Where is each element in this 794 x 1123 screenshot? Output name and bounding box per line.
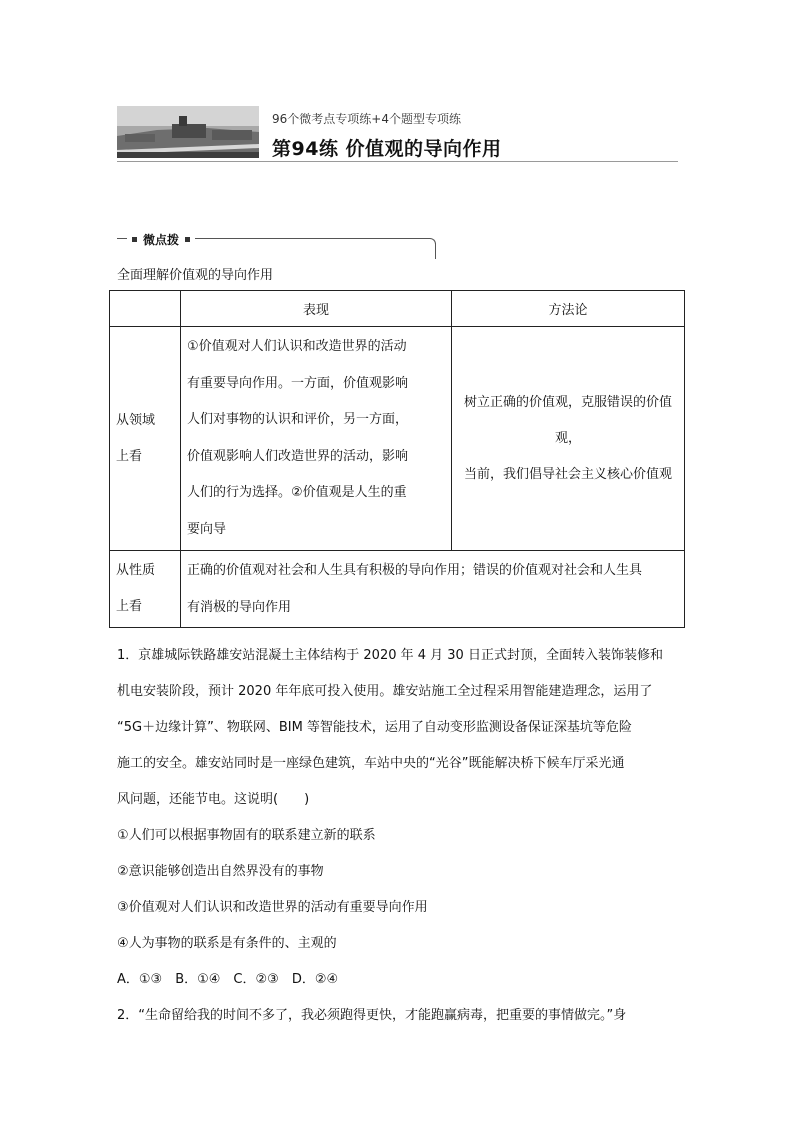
table-header-cell: 表现: [181, 291, 452, 327]
content-line: 人们的行为选择。②价值观是人生的重: [187, 485, 407, 500]
table-row: [110, 327, 685, 551]
header-subtitle: 96个微考点专项练+4个题型专项练: [272, 112, 461, 126]
table-header-cell: 方法论: [452, 291, 685, 327]
question-line: 机电安装阶段，预计 2020 年年底可投入使用。雄安站施工全过程采用智能建造理念，运用了: [117, 684, 653, 699]
content-line: 人们对事物的认识和评价，另一方面，: [187, 412, 409, 427]
content-line: 正确的价值观对社会和人生具有积极的导向作用；错误的价值观对社会和人生具: [187, 563, 643, 578]
content-line: 有重要导向作用。一方面，价值观影响: [187, 375, 409, 391]
table-row: [110, 551, 685, 628]
building-photo-icon: [117, 106, 259, 158]
header-divider: [117, 161, 678, 162]
content-line: ①价值观对人们认识和改造世界的活动: [187, 339, 407, 354]
question-2-line: 2．“生命留给我的时间不多了，我必须跑得更快，才能跑赢病毒，把重要的事情做完。”身: [117, 1008, 627, 1023]
summary-table: [109, 290, 685, 628]
option-statement: ②意识能够创造出自然界没有的事物: [117, 864, 324, 879]
content-cell: [181, 327, 452, 551]
merged-content-cell: [181, 551, 685, 628]
question-line: “5G＋边缘计算”、物联网、BIM 等智能技术，运用了自动变形监测设备保证深基坑等危险: [117, 720, 632, 735]
row-label-cell: [110, 327, 181, 551]
content-line: 要向导: [187, 521, 227, 537]
content-line: 价值观影响人们改造世界的活动，影响: [187, 448, 409, 464]
row-label-cell: [110, 551, 181, 628]
method-cell: [452, 327, 685, 551]
method-line: 当前，我们倡导社会主义核心价值观: [463, 466, 672, 482]
question-line: 施工的安全。雄安站同时是一座绿色建筑，车站中央的“光谷”既能解决桥下候车厅采光通: [117, 756, 625, 771]
method-line: 树立正确的价值观，克服错误的价值观，: [463, 394, 672, 446]
page-title: 第94练 价值观的导向作用: [272, 138, 502, 160]
question-1-stem: [117, 638, 687, 1034]
square-bullet-icon: [185, 237, 190, 242]
square-bullet-icon: [132, 237, 137, 242]
option-statement: ④人为事物的联系是有条件的、主观的: [117, 936, 337, 951]
tip-heading: 全面理解价值观的导向作用: [117, 268, 274, 283]
row-label-line: 上看: [116, 599, 143, 614]
tip-label-text: 微点拨: [143, 233, 180, 247]
answer-choices: A．①③ B．①④ C．②③ D．②④: [117, 972, 339, 987]
option-statement: ①人们可以根据事物固有的联系建立新的联系: [117, 828, 376, 843]
question-line: 1．京雄城际铁路雄安站混凝土主体结构于 2020 年 4 月 30 日正式封顶，全面转入装饰装修和: [117, 648, 663, 663]
tip-label: [127, 231, 195, 248]
row-label-line: 上看: [116, 448, 143, 464]
row-label-line: 从性质: [116, 563, 156, 578]
header-photo: [117, 106, 259, 158]
table-header-cell: [110, 291, 181, 327]
content-line: 有消极的导向作用: [187, 600, 292, 615]
row-label-line: 从领域: [116, 412, 156, 428]
option-statement: ③价值观对人们认识和改造世界的活动有重要导向作用: [117, 900, 428, 915]
question-line: 风问题，还能节电。这说明( ): [117, 792, 310, 807]
table-header-row: [110, 291, 685, 327]
